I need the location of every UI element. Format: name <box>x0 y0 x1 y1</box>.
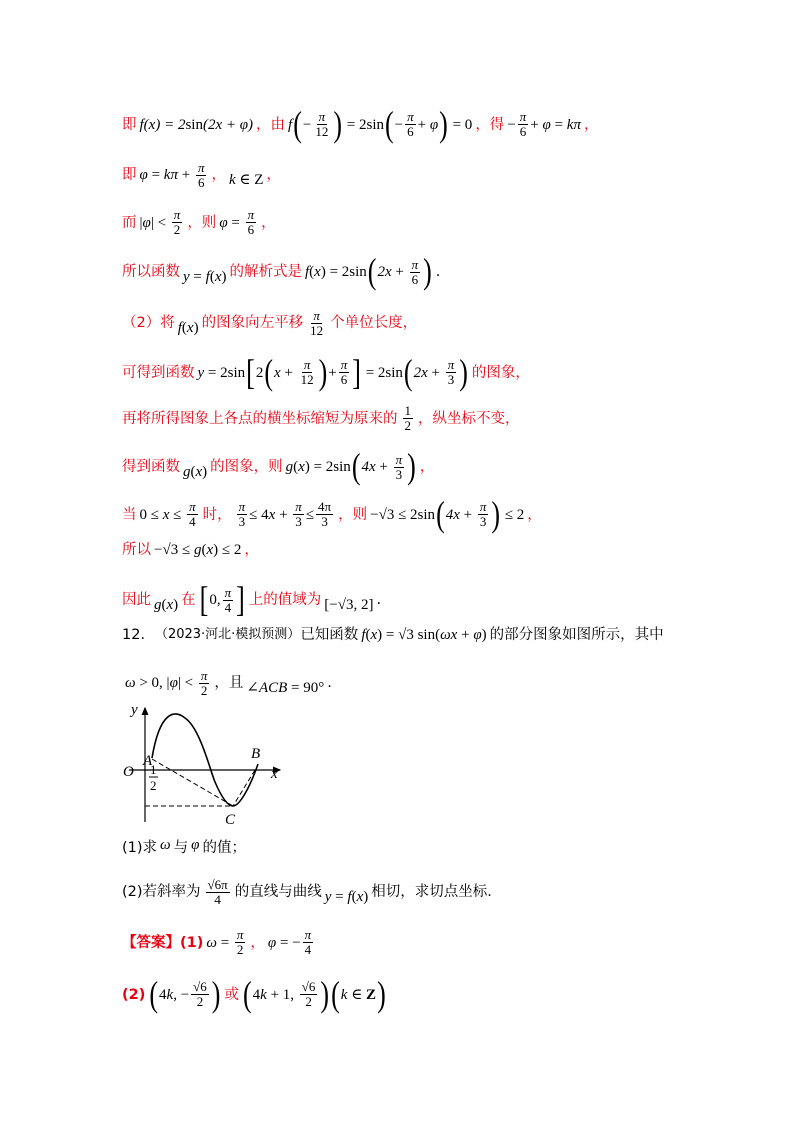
text: 的图象向左平移 <box>201 315 304 331</box>
formula: ( 4 k , − $\frac{√6}{2}$ ) <box>149 973 221 1015</box>
solution-line-1 <box>122 103 599 145</box>
formula: φ <box>191 837 200 853</box>
text: 的部分图象如图所示，其中 <box>489 627 664 643</box>
text: (1) <box>180 934 204 951</box>
text: 时， <box>202 506 232 523</box>
text: (2)若斜率为 <box>122 884 201 900</box>
text: 的值； <box>202 840 246 856</box>
formula: [−√3, 2] <box>324 597 374 613</box>
segment-bc <box>233 770 255 806</box>
text: ，则 <box>187 214 217 231</box>
point-b-label: B <box>251 746 261 762</box>
solution-line-4 <box>122 251 441 292</box>
text: 当 <box>122 506 137 523</box>
origin-label: O <box>123 764 134 780</box>
text: 的直线与曲线 <box>234 884 322 900</box>
sine-curve <box>152 714 261 806</box>
text: 即 <box>122 167 137 183</box>
solution-line-7 <box>122 404 520 433</box>
text: ，由 <box>256 116 286 133</box>
text: 的解析式是 <box>229 264 302 280</box>
solution-line-10 <box>122 540 259 560</box>
formula: −√3 ≤ g ( x ) ≤ 2 <box>154 542 242 558</box>
formula: f(x) = 2 sin (2x + φ) <box>139 116 254 133</box>
tick-half-denominator: 2 <box>150 778 157 793</box>
segment-ac <box>152 759 233 806</box>
formula: $\frac{1}{2}$ <box>404 403 411 433</box>
formula: $\frac{\pi}{3}$ ≤ 4 x + $\frac{\pi}{3}$ ≤ $\frac{4\pi}{3}$ <box>238 499 332 529</box>
text: 或 <box>224 986 239 1003</box>
question-12-line-2 <box>122 668 332 698</box>
solution-line-11 <box>122 579 382 620</box>
y-axis-label: y <box>131 702 138 718</box>
text: ，且 <box>214 675 244 691</box>
solution-line-5 <box>122 308 417 338</box>
function-graph-figure <box>115 700 300 830</box>
formula: k ∈ Z <box>228 172 264 188</box>
formula: φ = − $\frac{\pi}{4}$ <box>267 927 312 957</box>
solution-line-9 <box>122 493 542 535</box>
text: 相切，求切点坐标. <box>371 884 492 900</box>
formula: ω <box>160 837 171 853</box>
part-2 <box>122 877 492 907</box>
text: 即 <box>122 116 137 133</box>
formula: ( 4 k + 1, $\frac{√6}{2}$ ) ( k ∈ Z ) <box>242 973 386 1015</box>
text: ， <box>583 116 599 133</box>
formula: f ( x ) = √3 sin( ωx + φ ) <box>361 627 487 643</box>
formula: ∠ ACB = 90° <box>246 680 325 696</box>
answer-tag: 【答案】 <box>122 934 180 951</box>
formula: f ( x ) <box>177 320 199 336</box>
text: 在 <box>181 592 196 608</box>
text: ， <box>244 542 259 558</box>
text: （2）将 <box>122 315 175 331</box>
formula: φ = $\frac{\pi}{6}$ <box>219 207 255 237</box>
tick-half-numerator: 1 <box>150 762 157 777</box>
text: 的图象， <box>471 364 530 381</box>
solution-line-6 <box>122 351 530 393</box>
question-number: 12． <box>122 627 155 643</box>
text: (2) <box>122 986 146 1003</box>
text: ， <box>419 459 435 475</box>
text: ， <box>250 934 265 951</box>
part-1 <box>122 838 246 858</box>
formula: $\frac{\pi}{12}$ <box>310 307 324 338</box>
text: ， <box>261 214 276 231</box>
formula: f ( − $\frac{\pi}{12}$ ) = 2sin ( − $\frac{\pi}{6}$ + φ ) = 0 <box>288 103 473 145</box>
formula: 0 ≤ x ≤ $\frac{\pi}{4}$ <box>139 499 196 529</box>
formula: $\frac{√6\pi}{4}$ <box>207 876 228 907</box>
solution-line-2 <box>122 160 281 190</box>
text: . <box>435 264 441 280</box>
text: . <box>327 675 332 691</box>
text: 个单位长度， <box>330 315 418 331</box>
text: ， <box>527 506 542 523</box>
text: ，纵坐标不变， <box>418 410 520 427</box>
text: 已知函数 <box>300 627 359 643</box>
formula: y = f ( x ) <box>324 889 369 905</box>
text: 与 <box>173 840 189 856</box>
formula: y = f ( x ) <box>183 269 227 285</box>
text: 所以 <box>122 542 151 558</box>
solution-line-8 <box>122 446 435 487</box>
question-12-line-1 <box>122 625 664 645</box>
text: 上的值域为 <box>248 592 322 608</box>
formula: ω = $\frac{\pi}{2}$ <box>206 927 244 957</box>
text: 而 <box>122 214 137 231</box>
solution-line-3 <box>122 208 276 237</box>
formula: g ( x ) = 2sin ( 4x + $\frac{\pi}{3}$ ) <box>285 446 416 487</box>
text: ， <box>211 167 226 183</box>
formula: [ 0, $\frac{\pi}{4}$ ] <box>199 579 245 620</box>
text: 再将所得图象上各点的横坐标缩短为原来的 <box>122 410 398 427</box>
text: ， <box>266 167 281 183</box>
formula: g ( x ) <box>154 597 179 613</box>
formula: f ( x ) = 2sin ( 2x + $\frac{\pi}{6}$ ) <box>304 251 432 292</box>
text: ，则 <box>338 506 368 523</box>
formula: −√3 ≤ 2sin ( 4x + $\frac{\pi}{3}$ ) ≤ 2 <box>370 493 525 535</box>
question-source: （2023·河北·模拟预测） <box>154 627 301 642</box>
text: 可得到函数 <box>122 364 195 381</box>
text: 得到函数 <box>122 459 180 475</box>
text: . <box>376 592 382 608</box>
x-axis-label: x <box>271 766 278 782</box>
text: 因此 <box>122 592 151 608</box>
formula: − $\frac{\pi}{6}$ + φ = kπ <box>507 109 581 139</box>
text: ，得 <box>475 116 505 133</box>
text: (1)求 <box>122 840 158 856</box>
formula: g ( x ) <box>183 464 208 480</box>
formula: y = 2sin [ 2 ( x + $\frac{\pi}{12}$ ) + $\frac{\pi}{6}$ ] = 2sin ( 2x + $\frac{\pi}{3}$ ) <box>197 351 468 393</box>
text: 所以函数 <box>122 264 180 280</box>
answer-2 <box>122 973 390 1015</box>
formula: φ = kπ + $\frac{\pi}{6}$ <box>139 159 205 190</box>
point-c-label: C <box>225 812 236 828</box>
text: 的图象，则 <box>210 459 283 475</box>
formula: ω > 0, | φ | < $\frac{\pi}{2}$ <box>125 667 208 698</box>
formula: | φ | < $\frac{\pi}{2}$ <box>139 207 181 237</box>
point-a-label: A <box>143 753 153 769</box>
answer-1 <box>122 928 318 957</box>
